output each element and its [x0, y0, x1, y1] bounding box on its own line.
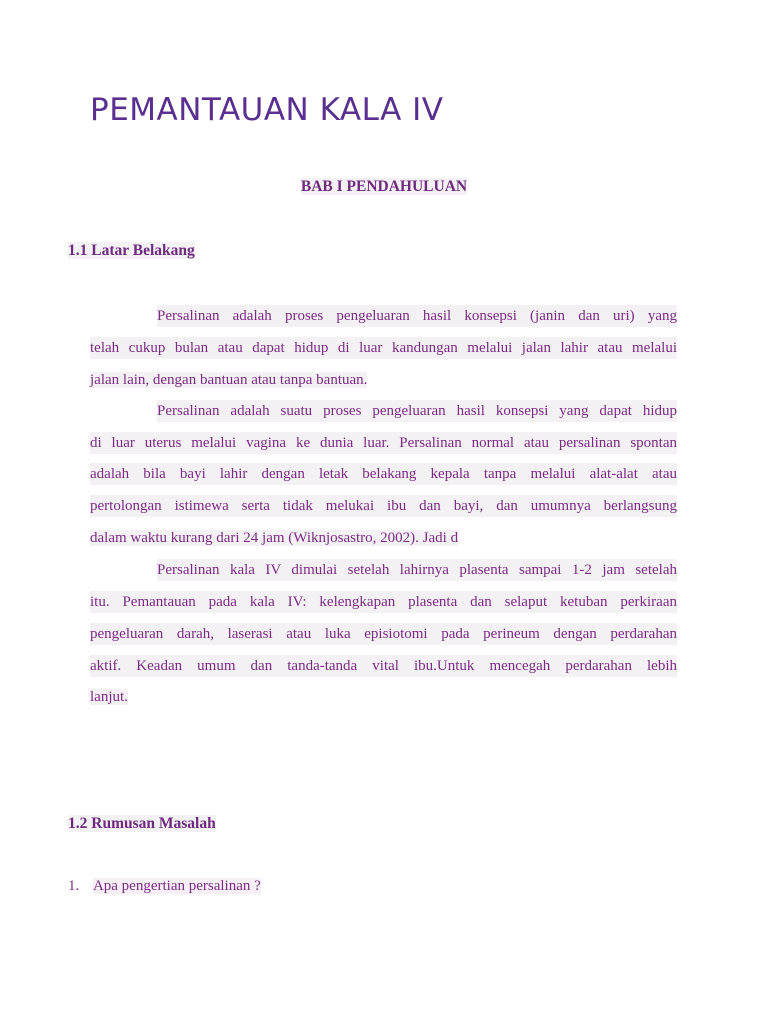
paragraph-line: itu. Pemantauan pada kala IV: kelengkapan plasenta dan selaput ketuban perkiraan — [90, 591, 677, 613]
section-heading-latar-belakang — [68, 242, 195, 260]
paragraph-line: di luar uterus melalui vagina ke dunia luar. Persalinan normal atau persalinan spontan — [90, 432, 677, 454]
paragraph-line: pengeluaran darah, laserasi atau luka episiotomi pada perineum dengan perdarahan — [90, 623, 677, 645]
paragraph-line: adalah bila bayi lahir dengan letak belakang kepala tanpa melalui alat-alat atau — [90, 463, 677, 485]
section-heading-text: 1.1 Latar Belakang — [68, 242, 195, 259]
paragraph-line: telah cukup bulan atau dapat hidup di luar kandungan melalui jalan lahir atau melalui — [90, 337, 677, 359]
paragraph-line: Persalinan adalah suatu proses pengeluaran hasil konsepsi yang dapat hidup — [157, 400, 677, 422]
paragraph-line: pertolongan istimewa serta tidak melukai ibu dan bayi, dan umumnya berlangsung — [90, 495, 677, 517]
paragraph-line-text: dalam waktu kurang dari 24 jam (Wiknjosastro, 2002). Jadi d — [90, 530, 459, 546]
list-item-number: 1. — [68, 878, 80, 894]
list-item-text: Apa pengertian persalinan ? — [92, 878, 261, 894]
paragraph-line: Persalinan kala IV dimulai setelah lahirnya plasenta sampai 1-2 jam setelah — [157, 559, 677, 581]
paragraph-line: Persalinan adalah proses pengeluaran hasil konsepsi (janin dan uri) yang — [157, 305, 677, 327]
paragraph-line-text: lanjut. — [90, 689, 128, 705]
paragraph-line-text: jalan lain, dengan bantuan atau tanpa bantuan. — [90, 372, 368, 388]
paragraph-line — [90, 369, 677, 391]
document-title: PEMANTAUAN KALA IV — [90, 92, 444, 128]
paragraph-line — [90, 686, 677, 708]
section-heading-text: 1.2 Rumusan Masalah — [68, 815, 216, 832]
section-heading-rumusan-masalah — [68, 815, 216, 833]
paragraph-line — [90, 527, 677, 549]
chapter-heading — [0, 178, 768, 196]
paragraph-line: aktif. Keadan umum dan tanda-tanda vital ibu.Untuk mencegah perdarahan lebih — [90, 655, 677, 677]
chapter-heading-text: BAB I PENDAHULUAN — [300, 178, 468, 195]
list-item — [68, 878, 261, 895]
